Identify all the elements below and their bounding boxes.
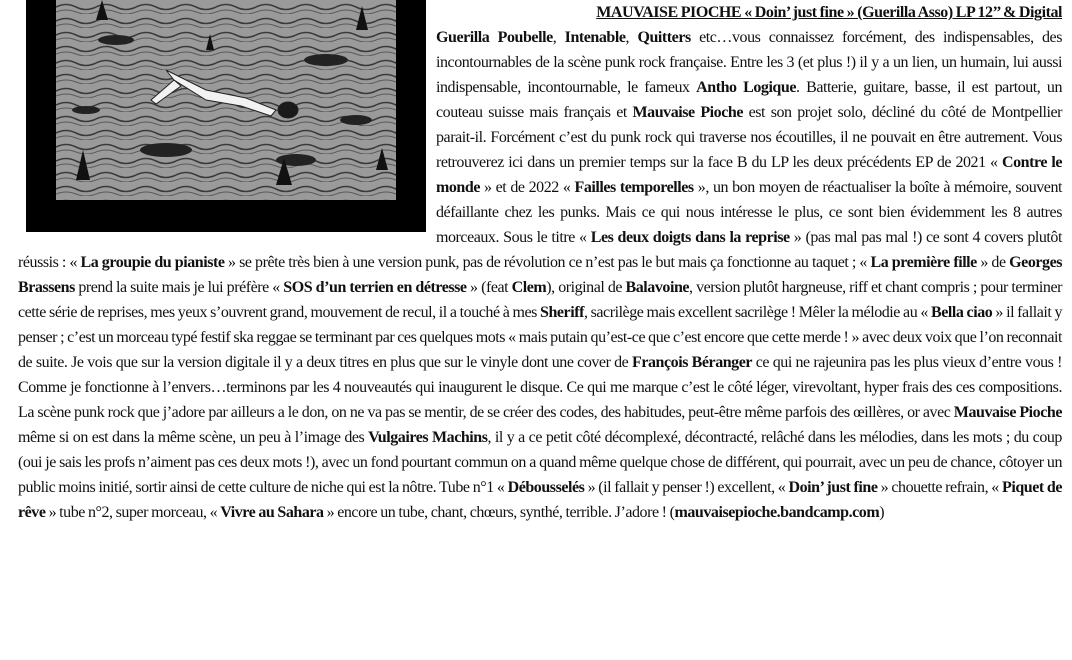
album-cover-illustration [56, 0, 396, 200]
bold-name: François Béranger [632, 354, 753, 371]
body-text-segment: ), original de [546, 279, 626, 296]
bold-name: Vivre au Sahara [220, 504, 324, 521]
bold-name: Georges Brassens [18, 254, 1062, 296]
bandcamp-link[interactable]: mauvaisepioche.bandcamp.com [674, 504, 880, 521]
bold-name: Mauvaise Pioche [632, 104, 743, 121]
body-text-segment: » (feat [466, 279, 512, 296]
bold-name: Débousselés [507, 479, 585, 496]
bold-name: Antho Logique [696, 79, 796, 96]
body-text-segment: , [552, 29, 565, 46]
body-text-segment: etc…vous connaissez forcément, des indispensables, des incontournables de la scène punk rock française. Entre les 3 (et plus !) il y a un lien, un humain, lui aussi indispensable, incontournable, le fameux [436, 29, 1062, 96]
body-text-segment: , version plutôt hargneuse, riff et chant compris ; pour terminer cette série de reprises, mes yeux s’ouvrent grand, mouvement de recul, il a touché à mes [18, 279, 1062, 321]
bold-name: Contre le monde [436, 154, 1062, 196]
body-text-segment: , il y a ce petit côté décomplexé, décontracté, relâché dans les mélodies, dans les mots ; du coup (oui je sais les profs n’aiment pas ces deux mots !), avec un fond pourtant commun on a quand même quelque chose de différent, qui pourrait, avec un peu de chance, côtoyer un public moins initié, sortir ainsi de cette culture de niche qui est la nôtre. Tube n°1 « [18, 429, 1062, 496]
bold-name: Sheriff [540, 304, 584, 321]
bold-name: Mauvaise Pioche [953, 404, 1062, 421]
bold-name: SOS d’un terrien en détresse [283, 279, 467, 296]
bold-name: Quitters [637, 29, 691, 46]
bold-name: Balavoine [625, 279, 690, 296]
body-text-segment: ) [879, 504, 885, 521]
body-text-segment: » et de 2022 « [479, 179, 575, 196]
bold-name: Bella ciao [931, 304, 993, 321]
bold-name: Guerilla Poubelle [436, 29, 553, 46]
review-title: MAUVAISE PIOCHE « Doin’ just fine » (Guerilla Asso) LP 12’’ & Digital [596, 4, 1062, 21]
body-text-segment: » tube n°2, super morceau, « [45, 504, 221, 521]
body-text-segment: » (il fallait y penser !) excellent, « [584, 479, 789, 496]
album-cover [26, 0, 426, 232]
body-text-segment: ce qui ne rajeunira pas les plus vieux d’entre vous ! Comme je fonctionne à l’envers…terminons par les 4 nouveautés qui inaugurent le disque. Ce qui me marque c’est le côté léger, virevoltant, hyper frais des ces compositions. La scène punk rock que j’adore par ailleurs a le don, on ne va pas se mentir, de se créer des codes, des habitudes, peut-être même parfois des œillères, or avec [18, 354, 1063, 421]
body-text-segment: prend la suite mais je lui préfère « [74, 279, 284, 296]
body-text-segment: » chouette refrain, « [877, 479, 1002, 496]
bold-name: La groupie du pianiste [80, 254, 225, 271]
bold-name: Vulgaires Machins [368, 429, 488, 446]
bold-name: Intenable [564, 29, 626, 46]
bold-name: Doin’ just fine [788, 479, 878, 496]
body-text-segment: . Batterie, guitare, basse, il est partout, un couteau suisse mais français et [436, 79, 1062, 121]
body-text-segment: » il fallait y penser ; c’est un morceau typé festif ska reggae se terminant par ces quelques mots « mais putain qu’est-ce que c’est encore que cette merde ! » avec deux voix que l’on reconnait de suite. Je vois que sur la version digitale il y a deux titres en plus que sur le vinyle dont une cover de [18, 304, 1062, 371]
body-text-segment: » se prête très bien à une version punk, pas de révolution ce n’est pas le but mais ça fonctionne au taquet ; « [224, 254, 871, 271]
body-text-segment: , sacrilège mais excellent sacrilège ! Mêler la mélodie au « [583, 304, 932, 321]
body-text-segment: , [625, 29, 638, 46]
bold-name: La première fille [870, 254, 977, 271]
body-text-segment: » de [976, 254, 1010, 271]
bold-name: Les deux doigts dans la reprise [590, 229, 790, 246]
body-text-segment: » encore un tube, chant, chœurs, synthé, terrible. J’adore ! ( [323, 504, 675, 521]
review-article [18, 0, 1062, 525]
body-text-segment: », un bon moyen de réactualiser la boîte à mémoire, souvent défaillante chez les punks. Mais ce qui nous intéresse le plus, ce sont bien évidemment les 8 autres morceaux. Sous le titre « [436, 179, 1062, 246]
body-text-segment: » (pas mal pas mal !) ce sont 4 covers plutôt réussis : « [18, 229, 1062, 271]
bold-name: Failles temporelles [574, 179, 694, 196]
body-text-segment: est son projet solo, décliné du côté de Montpellier parait-il. Forcément c’est du punk rock qui traverse nos écoutilles, il ne pouvait en être autrement. Vous retrouverez ici dans un premier temps sur la face B du LP les deux précédents EP de 2021 « [436, 104, 1062, 171]
body-text-segment: même si on est dans la même scène, un peu à l’image des [18, 429, 369, 446]
bold-name: Clem [511, 279, 547, 296]
bold-name: Piquet de rêve [18, 479, 1062, 521]
